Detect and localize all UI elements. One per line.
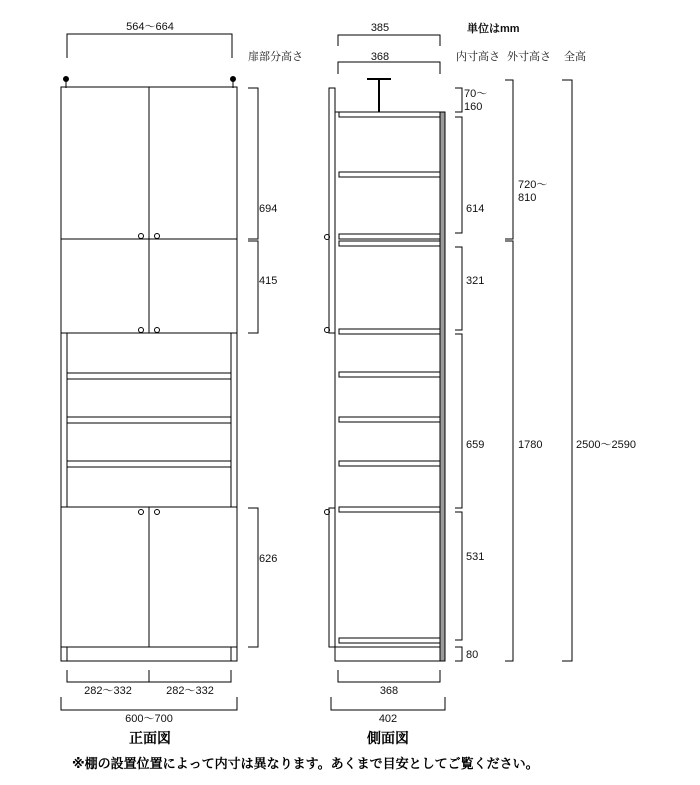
front-bottom-width-bracket [61,697,237,710]
front-door-upper2-label: 415 [259,275,278,287]
side-view [325,35,573,710]
front-half-width-bracket [67,670,231,682]
side-inner-depth-top-label: 368 [370,51,390,63]
side-door-panel-upper [329,88,335,333]
side-inner-bracket-3 [455,334,462,508]
side-inner3-label: 659 [466,439,485,451]
side-total-bracket [562,80,572,661]
side-depth-top-label: 385 [370,22,390,34]
front-width-bottom-label: 600～700 [125,713,173,725]
side-inner-bracket-1 [455,117,462,233]
front-door-bracket-3 [248,508,258,647]
side-gap-bracket [455,88,462,112]
side-shelves [339,112,440,643]
front-view-caption: 正面図 [129,730,171,746]
side-outer-upper-label-a: 720～ [518,179,548,191]
door-height-header: 扉部分高さ [248,51,303,63]
front-lower-door-right [149,507,237,647]
side-gap-label-b: 160 [464,101,483,113]
front-top-width-bracket [67,34,232,58]
side-ceiling-brace [367,79,391,112]
side-gap-label-a: 70～ [464,88,488,100]
side-inner-depth-bottom-label: 368 [379,685,399,697]
header-outer-height: 外寸高さ [507,51,551,63]
side-inner-bracket-4 [455,512,462,640]
side-inner5-label: 80 [466,649,479,661]
side-carcass [335,112,440,661]
side-outer-bracket-upper [505,80,513,239]
side-depth-bottom-label: 402 [378,713,398,725]
front-door-upper1-label: 694 [259,203,278,215]
front-width-top-label: 564～664 [126,21,174,33]
side-depth-bottom-bracket [331,697,445,710]
front-upper-door-right [149,87,237,239]
side-inner1-label: 614 [466,203,485,215]
side-door-panel-lower [329,508,335,647]
front-half-width-right-label: 282～332 [166,685,214,697]
side-back-panel [440,112,445,661]
front-open-shelves [61,333,237,507]
side-inner-bracket-5 [455,647,462,661]
header-total-height: 全高 [564,51,586,63]
front-door-lower-label: 626 [259,553,278,565]
side-inner2-label: 321 [466,275,485,287]
side-outer-bracket-lower [505,241,513,661]
front-view [61,34,258,710]
header-inner-height: 内寸高さ [456,51,500,63]
side-view-caption: 側面図 [367,730,409,746]
front-lower-door-left [61,507,149,647]
footnote: ※棚の設置位置によって内寸は異なります。あくまで目安としてご覧ください。 [72,756,539,771]
front-half-width-left-label: 282～332 [84,685,132,697]
side-total-label: 2500～2590 [576,439,636,451]
front-door-bracket-1 [248,88,258,239]
front-ceiling-braces [64,77,236,89]
side-inner-depth-bracket [338,62,440,74]
side-outer-lower-label: 1780 [518,439,543,451]
front-plinth [61,647,237,661]
side-outer-upper-label-b: 810 [518,192,537,204]
front-upper2-door-right [149,239,237,333]
front-upper2-door-left [61,239,149,333]
side-inner4-label: 531 [466,551,485,563]
side-inner-bracket-2 [455,247,462,330]
side-depth-bracket [338,35,440,46]
front-upper-door-left [61,87,149,239]
side-inner-depth-bottom-bracket [338,670,440,682]
unit-note: 単位はmm [467,23,520,35]
front-door-bracket-2 [248,241,258,333]
